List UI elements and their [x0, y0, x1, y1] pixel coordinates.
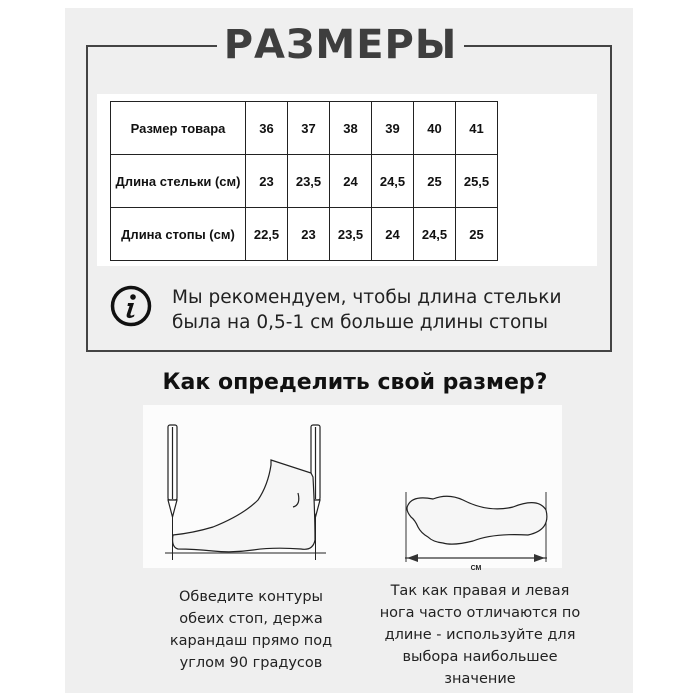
measurement-illustration [143, 405, 562, 572]
caption-line: нога часто отличаются по [379, 605, 581, 621]
table-row [111, 155, 498, 208]
page-title: РАЗМЕРЫ [223, 22, 458, 68]
left-caption [140, 586, 362, 674]
table-cell: 41 [456, 102, 498, 155]
frame-top-right-line [464, 45, 612, 47]
table-cell: 25 [414, 155, 456, 208]
caption-line: углом 90 градусов [179, 655, 323, 671]
table-cell: 38 [330, 102, 372, 155]
unit-label: СМ [470, 565, 482, 572]
table-cell: 37 [288, 102, 330, 155]
table-cell: 24,5 [372, 155, 414, 208]
howto-title: Как определить свой размер? [162, 370, 548, 395]
table-cell: 23 [288, 208, 330, 261]
right-caption [360, 580, 600, 690]
row-label: Размер товара [111, 102, 246, 155]
caption-line: обеих стоп, держа [179, 611, 323, 627]
table-cell: 24 [372, 208, 414, 261]
caption-line: выбора наибольшее [402, 649, 558, 665]
table-cell: 23,5 [330, 208, 372, 261]
recommendation-line-1: Мы рекомендуем, чтобы длина стельки [172, 287, 562, 308]
row-label: Длина стопы (см) [111, 208, 246, 261]
table-cell: 25 [456, 208, 498, 261]
table-cell: 22,5 [246, 208, 288, 261]
table-cell: 24 [330, 155, 372, 208]
size-table [110, 101, 498, 261]
info-icon [110, 285, 152, 327]
recommendation-text [172, 285, 561, 335]
caption-line: длине - используйте для [384, 627, 576, 643]
table-row [111, 208, 498, 261]
row-label: Длина стельки (см) [111, 155, 246, 208]
table-cell: 25,5 [456, 155, 498, 208]
table-cell: 24,5 [414, 208, 456, 261]
caption-line: Так как правая и левая [390, 583, 570, 599]
table-cell: 39 [372, 102, 414, 155]
recommendation-line-2: была на 0,5-1 см больше длины стопы [172, 312, 548, 333]
table-row [111, 102, 498, 155]
table-cell: 23,5 [288, 155, 330, 208]
foot-tracing-drawing [143, 405, 562, 572]
table-cell: 23 [246, 155, 288, 208]
table-cell: 40 [414, 102, 456, 155]
caption-line: Обведите контуры [178, 589, 324, 605]
caption-line: карандаш прямо под [169, 633, 333, 649]
table-cell: 36 [246, 102, 288, 155]
frame-top-left-line [86, 45, 217, 47]
caption-line: значение [444, 671, 516, 687]
footprint-icon [405, 492, 547, 572]
